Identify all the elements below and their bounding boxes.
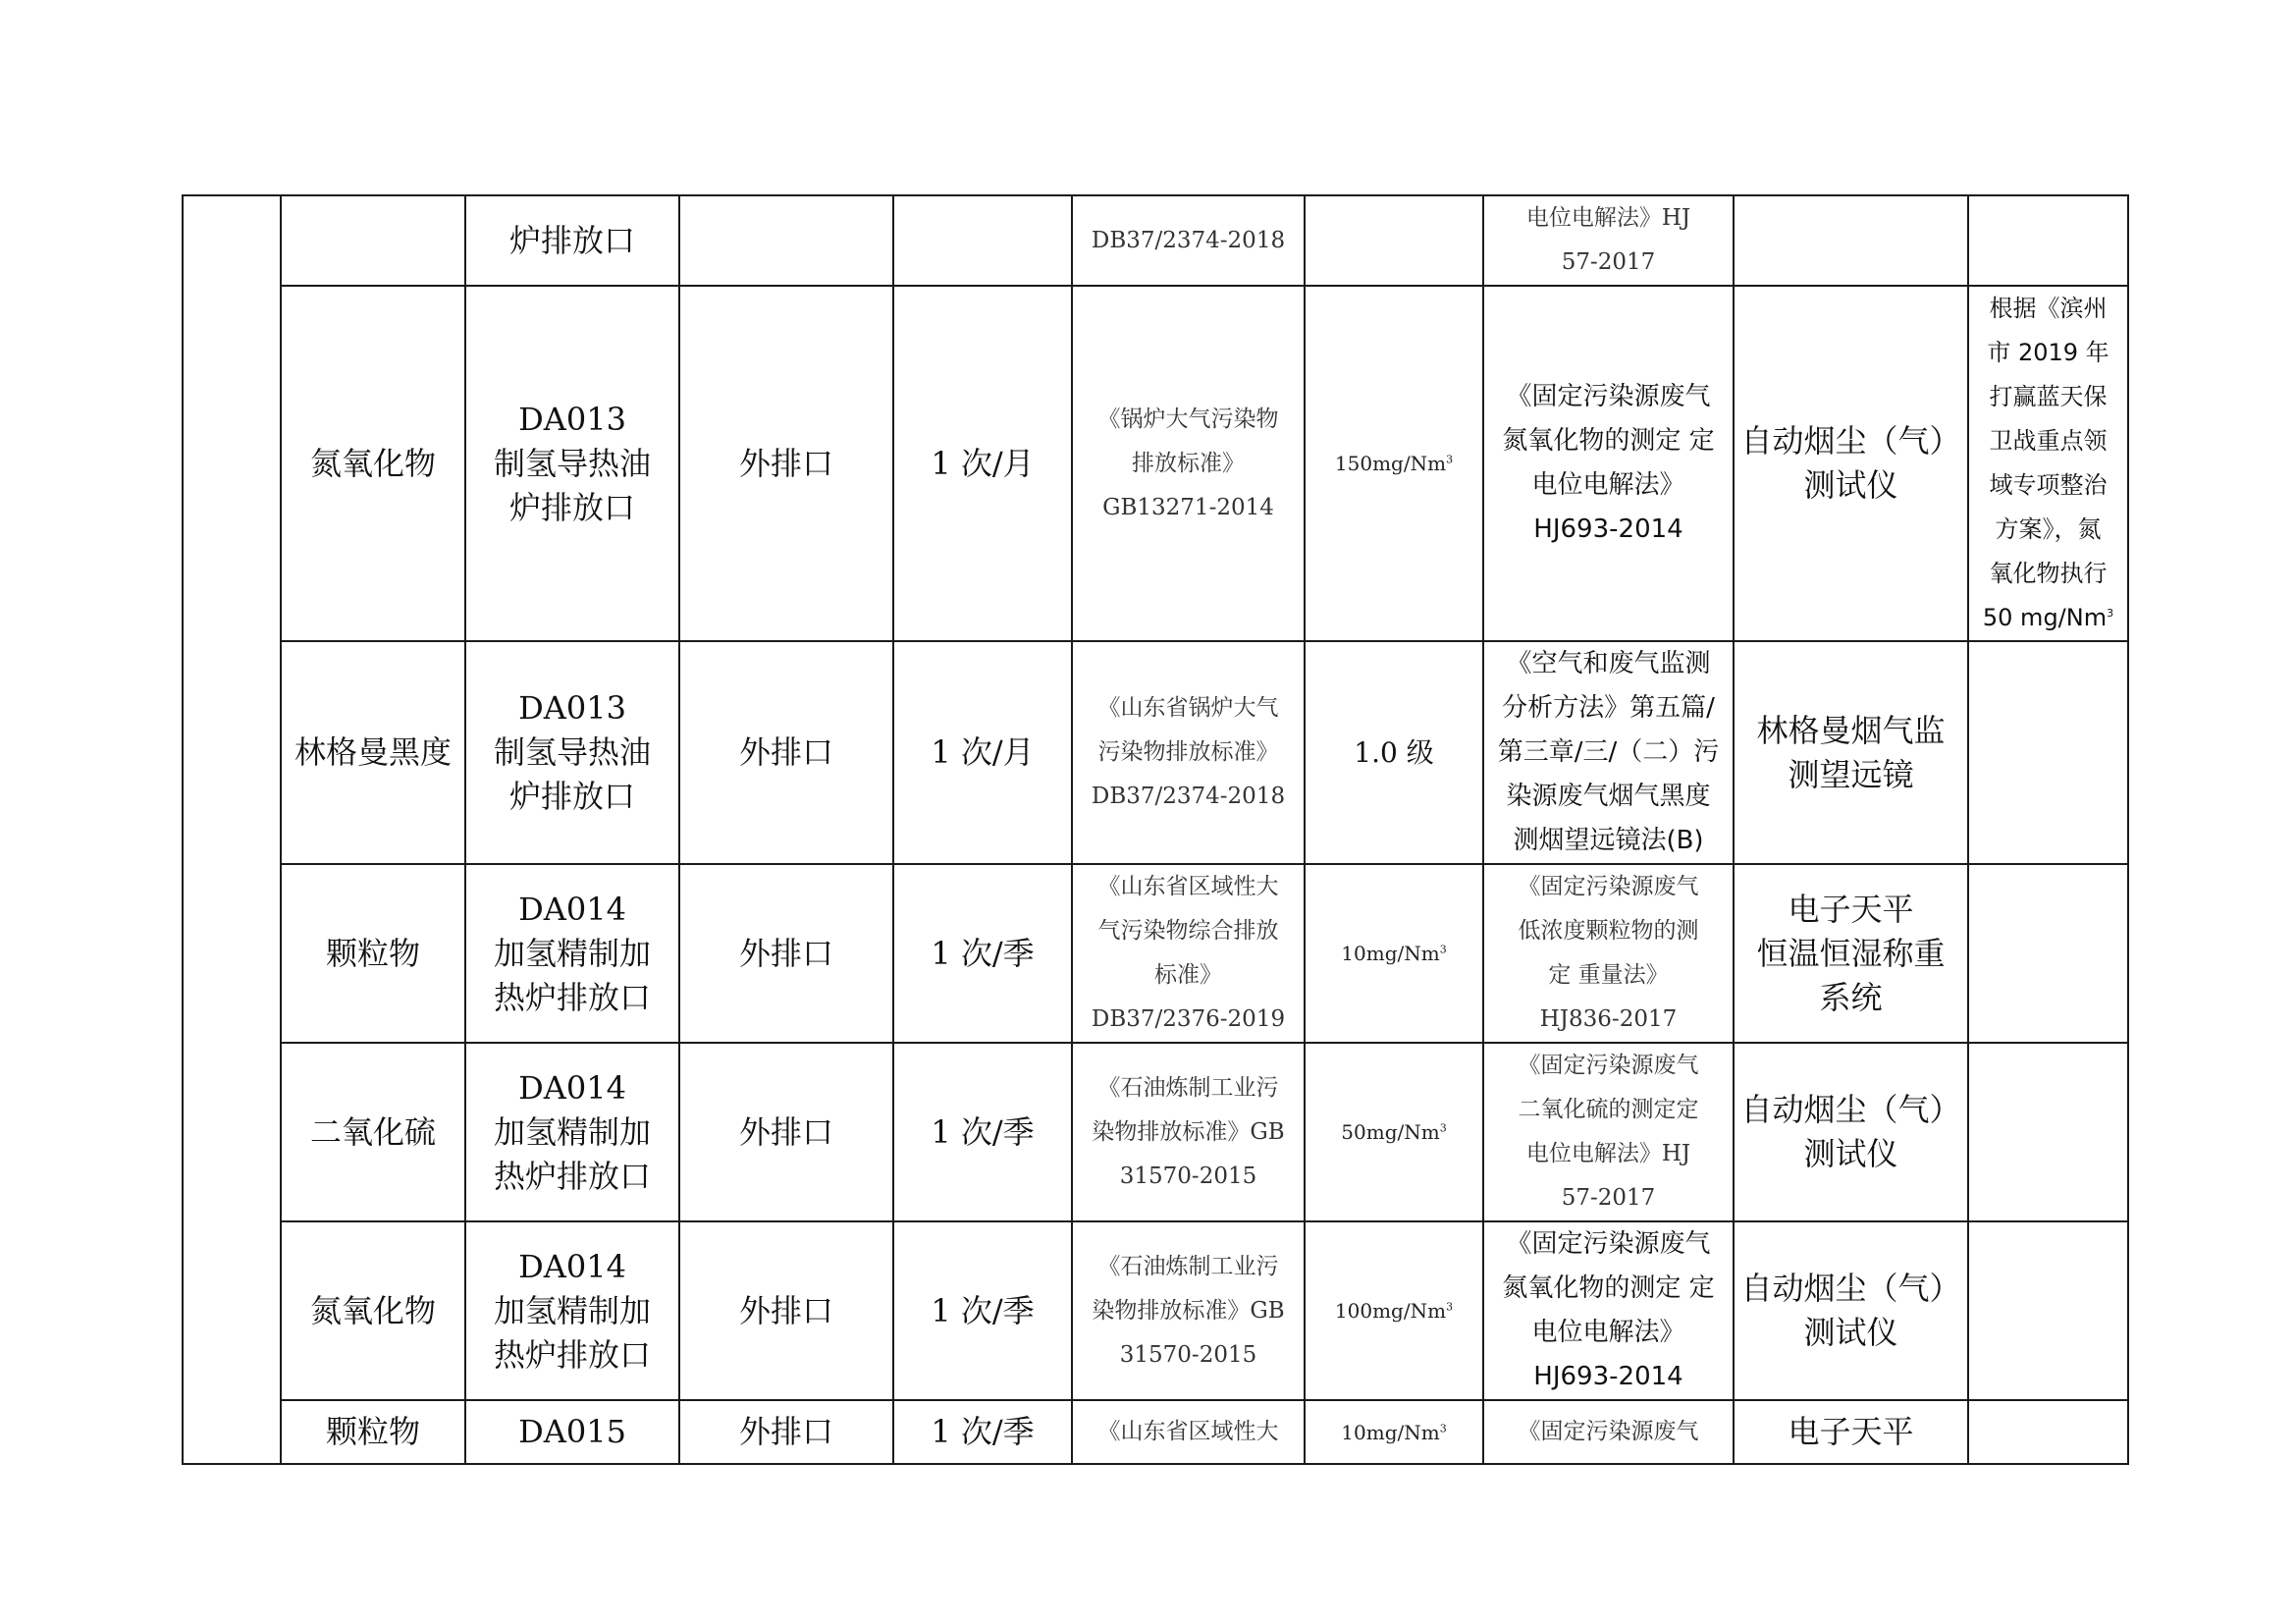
table-row [183,195,2128,286]
standard-line: 《石油炼制工业污 [1097,1074,1279,1101]
item-cell: 颗粒物 [281,864,465,1043]
instrument-line: 林格曼烟气监 [1756,711,1946,749]
method-line: 二氧化硫的测定定 [1518,1097,1699,1122]
point-line: DA014 [518,1068,626,1107]
table-row [183,641,2128,864]
point-cell [465,1043,679,1221]
frequency-cell: 1 次/月 [893,641,1072,864]
standard-line: 染物排放标准》GB [1092,1297,1285,1324]
remark-cell [1968,864,2128,1043]
point-line: DA013 [518,689,626,727]
standard-line: 《山东省锅炉大气 [1097,695,1279,721]
outlet-type-cell: 外排口 [679,1221,893,1400]
remark-cell [1968,286,2128,641]
instrument-line: 恒温恒湿称重 [1756,934,1946,972]
point-line: 加氢精制加 [493,934,651,972]
standard-line: 染物排放标准》GB [1092,1118,1285,1145]
point-line: DA014 [518,1247,626,1285]
point-cell [465,1221,679,1400]
method-cell [1483,864,1734,1043]
remark-line: 卫战重点领 [1989,427,2108,455]
method-line: 分析方法》第五篇/ [1502,693,1715,723]
limit-cell: 50mg/Nm$^3$ [1305,1043,1483,1221]
item-cell: 氮氧化物 [281,1221,465,1400]
limit-cell: 100mg/Nm$^3$ [1305,1221,1483,1400]
point-line: 热炉排放口 [493,1335,651,1374]
standard-line: DB37/2374-2018 [1091,227,1286,253]
method-cell [1483,1221,1734,1400]
method-line: 《固定污染源废气 [1518,1053,1699,1078]
method-line: 《空气和废气监测 [1506,649,1711,678]
limit-cell [1305,195,1483,286]
method-line: 测烟望远镜法(B) [1513,826,1704,855]
outlet-type-cell: 外排口 [679,1043,893,1221]
method-line: 染源废气烟气黑度 [1506,782,1711,811]
method-line: HJ836-2017 [1539,1006,1678,1032]
point-line: 加氢精制加 [493,1291,651,1329]
method-line: 57-2017 [1561,249,1656,275]
method-line: 电位电解法》HJ [1525,205,1691,231]
standard-line: 31570-2015 [1119,1163,1257,1189]
instrument-line: 电子天平 [1788,890,1914,928]
outlet-type-cell [679,195,893,286]
frequency-cell: 1 次/季 [893,1221,1072,1400]
remark-cell [1968,641,2128,864]
standard-line: GB13271-2014 [1102,494,1274,520]
limit-cell: 1.0 级 [1305,641,1483,864]
category-cell [183,195,281,1464]
table-row [183,1400,2128,1464]
point-cell [465,286,679,641]
method-line: 低浓度颗粒物的测 [1518,918,1699,944]
method-line: 第三章/三/（二）污 [1497,737,1720,767]
point-line: 制氢导热油 [493,733,651,771]
method-line: 电位电解法》 [1531,1318,1685,1347]
instrument-line: 测试仪 [1803,466,1898,504]
standard-line: 《锅炉大气污染物 [1097,406,1279,432]
remark-line: 根据《滨州 [1989,295,2108,322]
item-cell: 颗粒物 [281,1400,465,1464]
frequency-cell: 1 次/季 [893,1043,1072,1221]
point-line: 炉排放口 [508,488,635,526]
standard-line: DB37/2374-2018 [1091,784,1286,809]
point-cell [465,1400,679,1464]
standard-line: 污染物排放标准》 [1097,739,1279,765]
method-cell [1483,1043,1734,1221]
point-line: 炉排放口 [508,778,635,815]
remark-line: 打赢蓝天保 [1989,383,2108,410]
instrument-cell [1734,1400,1968,1464]
instrument-line: 电子天平 [1788,1413,1914,1450]
method-cell [1483,195,1734,286]
frequency-cell: 1 次/季 [893,864,1072,1043]
item-cell: 二氧化硫 [281,1043,465,1221]
instrument-line: 测望远镜 [1788,755,1914,793]
standard-cell [1072,1221,1305,1400]
outlet-type-cell: 外排口 [679,641,893,864]
method-line: 电位电解法》 [1531,470,1685,500]
instrument-cell [1734,864,1968,1043]
method-line: HJ693-2014 [1533,514,1683,544]
standard-cell [1072,641,1305,864]
instrument-cell [1734,1221,1968,1400]
table-row [183,286,2128,641]
point-line: DA013 [518,400,626,438]
point-line: DA014 [518,890,626,928]
point-cell [465,195,679,286]
limit-cell: 10mg/Nm$^3$ [1305,864,1483,1043]
point-line: 热炉排放口 [493,978,651,1016]
standard-cell [1072,1043,1305,1221]
standard-line: 气污染物综合排放 [1097,918,1279,944]
standard-line: 标准》 [1154,962,1222,988]
method-line: HJ693-2014 [1533,1362,1683,1391]
instrument-cell [1734,286,1968,641]
instrument-line: 自动烟尘（气） [1740,422,1961,460]
standard-cell [1072,286,1305,641]
standard-cell [1072,195,1305,286]
point-line: 热炉排放口 [493,1157,651,1195]
item-cell: 林格曼黑度 [281,641,465,864]
method-line: 《固定污染源废气 [1518,874,1699,899]
instrument-line: 测试仪 [1803,1135,1898,1172]
frequency-cell: 1 次/月 [893,286,1072,641]
remark-cell [1968,1043,2128,1221]
method-line: 《固定污染源废气 [1518,1419,1699,1444]
method-line: 电位电解法》HJ [1525,1141,1691,1166]
method-line: 57-2017 [1561,1185,1656,1211]
remark-line: 氧化物执行 [1989,560,2108,587]
method-line: 氮氧化物的测定 定 [1502,426,1715,456]
standard-cell [1072,1400,1305,1464]
frequency-cell [893,195,1072,286]
remark-line: 域专项整治 [1989,471,2108,499]
outlet-type-cell: 外排口 [679,1400,893,1464]
remark-line: 方案》，氮 [1995,515,2102,543]
method-line: 氮氧化物的测定 定 [1502,1273,1715,1303]
instrument-line: 自动烟尘（气） [1740,1270,1961,1307]
point-line: DA015 [518,1413,626,1450]
outlet-type-cell: 外排口 [679,286,893,641]
instrument-cell [1734,641,1968,864]
remark-line: 市 2019 年 [1987,339,2109,366]
instrument-cell [1734,195,1968,286]
frequency-cell: 1 次/季 [893,1400,1072,1464]
method-cell [1483,1400,1734,1464]
point-line: 炉排放口 [508,221,635,259]
table-row [183,864,2128,1043]
point-line: 制氢导热油 [493,444,651,482]
instrument-line: 系统 [1819,978,1883,1016]
outlet-type-cell: 外排口 [679,864,893,1043]
instrument-cell [1734,1043,1968,1221]
method-line: 《固定污染源废气 [1506,1229,1711,1259]
item-cell: 氮氧化物 [281,286,465,641]
instrument-line: 测试仪 [1803,1314,1898,1351]
standard-cell [1072,864,1305,1043]
remark-cell [1968,1400,2128,1464]
point-cell [465,864,679,1043]
remark-cell [1968,1221,2128,1400]
point-cell [465,641,679,864]
method-cell [1483,641,1734,864]
instrument-line: 自动烟尘（气） [1740,1091,1961,1128]
standard-line: DB37/2376-2019 [1091,1006,1286,1032]
standard-line: 《山东省区域性大 [1097,1419,1279,1444]
standard-line: 《山东省区域性大 [1097,874,1279,899]
limit-cell: 10mg/Nm$^3$ [1305,1400,1483,1464]
monitoring-table [182,194,2129,1465]
table-row [183,1221,2128,1400]
method-line: 《固定污染源废气 [1506,382,1711,411]
remark-cell [1968,195,2128,286]
remark-line: 50 mg/Nm$^3$ [1982,604,2114,631]
table-row [183,1043,2128,1221]
standard-line: 《石油炼制工业污 [1097,1253,1279,1279]
limit-cell: 150mg/Nm$^3$ [1305,286,1483,641]
item-cell [281,195,465,286]
method-line: 定 重量法》 [1548,962,1669,988]
method-cell [1483,286,1734,641]
point-line: 加氢精制加 [493,1112,651,1151]
standard-line: 31570-2015 [1119,1341,1257,1368]
standard-line: 排放标准》 [1132,450,1245,476]
